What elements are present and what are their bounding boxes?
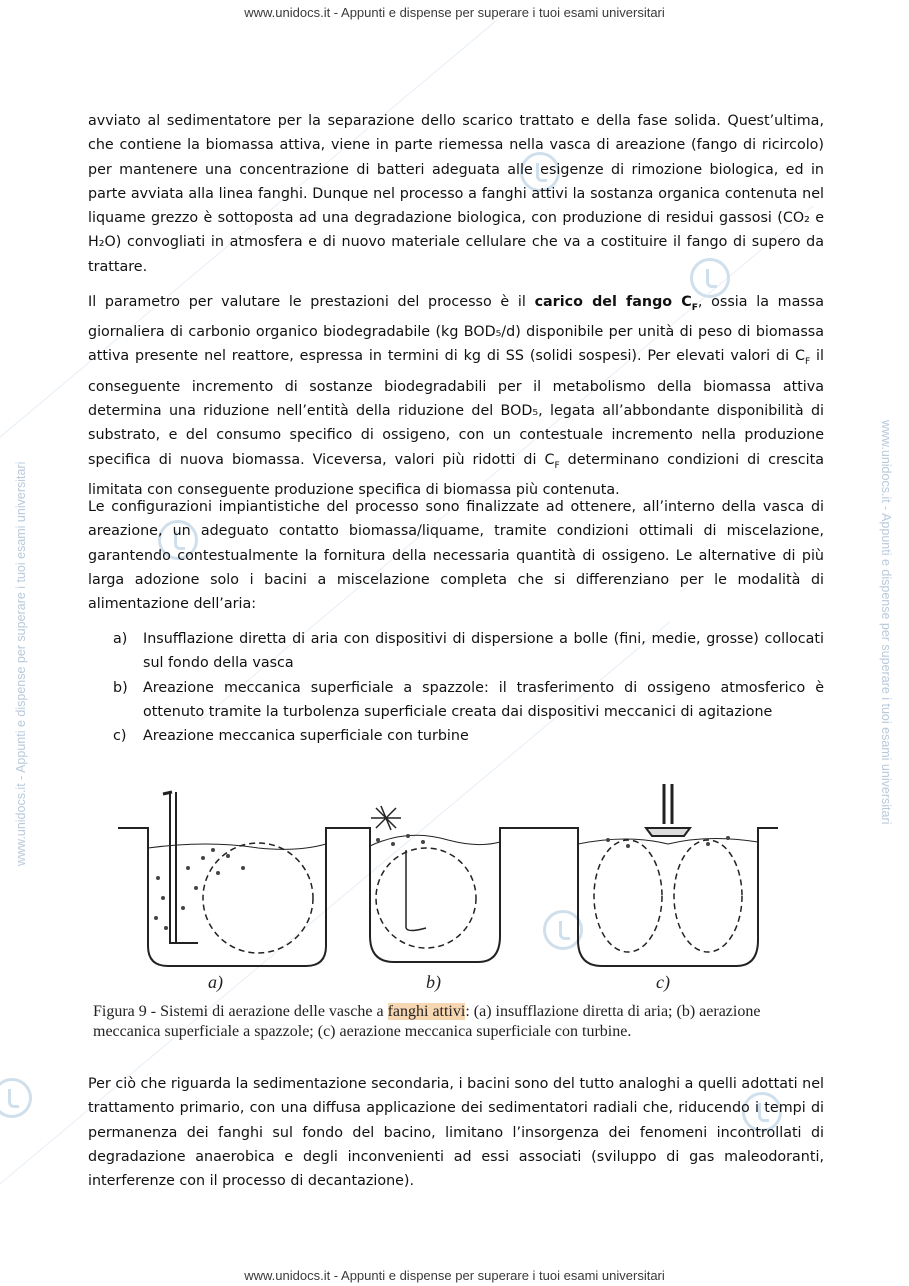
air-inlet-a [163, 792, 172, 794]
page-header-watermark: www.unidocs.it - Appunti e dispense per superare i tuoi esami universitari [244, 5, 665, 20]
paragraph-text: Per ciò che riguarda la sedimentazione secondaria, i bacini sono del tutto analoghi a quelli adottati nel trattamento primario, con una diffusa applicazione dei sedimentatori radiali che, riducendo i tempi di permanenza dei fanghi sul fondo del bacino, limitano l’insorgenza dei fenomeni incontrollati di degradazione anaerobica e degli inconvenienti ad essi associati (sviluppo di gas maleodoranti, interferenze con il processo di decantazione). [88, 1076, 824, 1190]
paragraph-plant-configurations [88, 495, 824, 616]
list-item: c) Areazione meccanica superficiale con turbine [113, 728, 469, 745]
paragraph-sludge-load [88, 290, 824, 502]
side-watermark-left: www.unidocs.it - Appunti e dispense per superare i tuoi esami universitari [14, 461, 28, 866]
side-watermark-right: www.unidocs.it - Appunti e dispense per superare i tuoi esami universitari [879, 420, 893, 825]
basin-b-outline [338, 828, 568, 962]
paragraph-text: avviato al sedimentatore per la separazione dello scarico trattato e della fase solida. Quest’ultima, che contiene la biomassa attiva, viene in parte riemessa nella vasca di areazione (fango di ricircolo) per mantenere una concentrazione di batteri adeguata alle esigenze di rimozione biologica, ed in parte avviata alla linea fanghi. Dunque nel processo a fanghi attivi la sostanza organica contenuta nel liquame grezzo è sottoposta ad una degradazione biologica, con produzione di residui gassosi (CO₂ e H₂O) convogliati in atmosfera e di nuovo materiale cellulare che va a costituire il fango di supero da trattare. [88, 113, 824, 275]
turbine-shaft-c [664, 784, 672, 824]
circulation-loop-a [203, 843, 313, 953]
figure-label-c: c) [656, 972, 670, 992]
air-pipe-a [170, 792, 198, 943]
watermark-logo-icon [0, 1078, 32, 1118]
brush-rotor-b [371, 806, 401, 830]
figure-caption: Figura 9 - Sistemi di aerazione delle vasche a fanghi attivi: (a) insufflazione diretta di aria; (b) aerazione meccanica superficiale a spazzole; (c) aerazione meccanica superficiale con turbine. [93, 1003, 761, 1040]
figure-label-b: b) [426, 972, 441, 992]
circulation-loop-b [376, 848, 476, 948]
paragraph-text: Le configurazioni impiantistiche del processo sono finalizzate ad ottenere, all’interno della vasca di areazione, un adeguato contatto biomassa/liquame, tramite condizioni ottimali di miscelazione, garantendo contestualmente la fornitura della necessaria quantità di ossigeno. Le alternative di più larga adozione solo i bacini a miscelazione completa che si differenziano per le modalità di alimentazione dell’aria: [88, 499, 824, 613]
term-sludge-load: carico del fango $C_F$ [534, 294, 698, 313]
figure-label-a: a) [208, 972, 223, 992]
basin-b-water-surface [370, 835, 500, 846]
baffle-b [406, 850, 426, 931]
basin-a-water-surface [148, 844, 326, 849]
list-item: b) Areazione meccanica superficiale a spazzole: il trasferimento di ossigeno atmosferico è ottenuto tramite la turbolenza superficiale creata dai dispositivi meccanici di agitazione [113, 679, 824, 720]
page-footer-watermark: www.unidocs.it - Appunti e dispense per superare i tuoi esami universitari [244, 1268, 665, 1283]
aeration-diagram [108, 778, 788, 993]
circulation-loop-c-right [674, 840, 742, 952]
air-bubbles [154, 834, 730, 930]
caption-highlight: fanghi attivi [387, 1003, 466, 1020]
figure-aeration-systems [108, 778, 788, 993]
circulation-loop-c-left [594, 840, 662, 952]
basin-c-water-surface [578, 838, 758, 844]
paragraph-secondary-sedimentation [88, 1072, 824, 1193]
basin-c-outline [558, 828, 778, 966]
turbine-c [646, 828, 690, 836]
aeration-options-list [88, 627, 824, 748]
paragraph-text: Il parametro per valutare le prestazioni del processo è il carico del fango $C_F$, ossia la massa giornaliera di carbonio organico biodegradabile (kg BOD₅/d) disponibile per unità di peso di biomassa attiva presente nel reattore, espressa in termini di kg di SS (solidi sospesi). Per elevati valori di $C_F$ il conseguente incremento di sostanze biodegradabili per il metabolismo della biomassa attiva determina una riduzione nell’entità della riduzione del BOD₅, legata all’abbondante disponibilità di substrato, e del consumo specifico di ossigeno, con un contestuale incremento nella produzione specifica di nuova biomassa. Viceversa, valori più ridotti di $C_F$ determinano condizioni di crescita limitata con conseguente produzione specifica di biomassa più contenuta. [88, 294, 824, 498]
list-item: a) Insufflazione diretta di aria con dispositivi di dispersione a bolle (fini, medie, grosse) collocati sul fondo della vasca [113, 631, 824, 672]
paragraph-activated-sludge [88, 109, 824, 279]
